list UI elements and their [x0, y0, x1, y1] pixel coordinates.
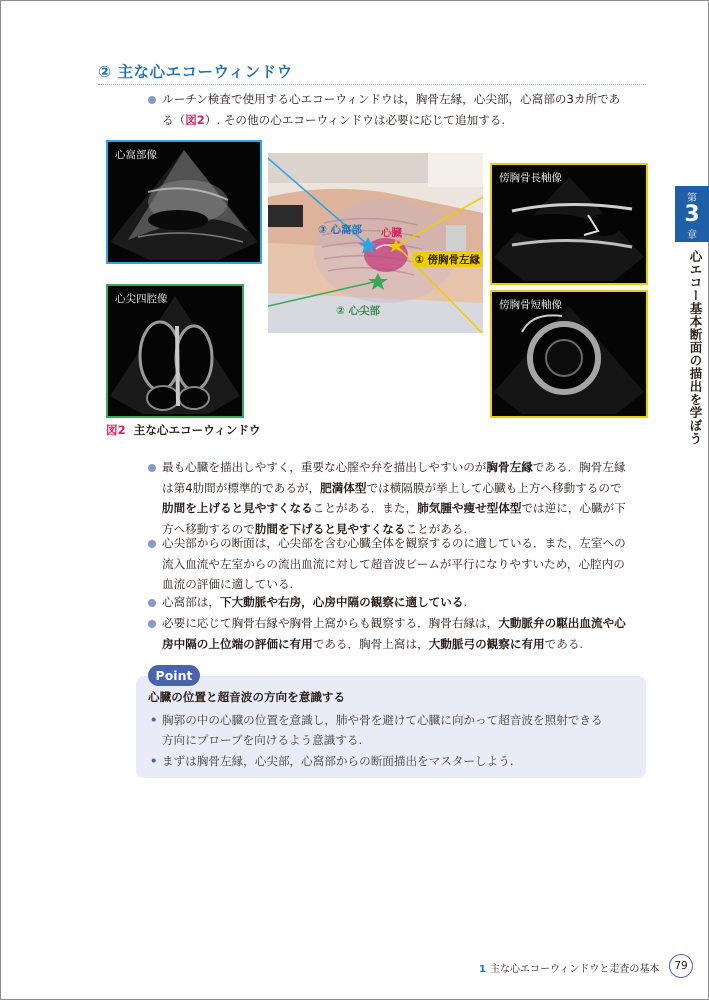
- section-divider: [98, 84, 646, 85]
- point-badge: Point: [148, 665, 200, 686]
- parasternal-long-axis-image: [490, 163, 648, 285]
- parasternal-short-axis-image: [490, 290, 648, 418]
- point-item-1: • 胸郭の中の心臓の位置を意識し，肺や骨を避けて心臓に向かって超音波を照射できる 方向にプローブを向けるよう意識する.: [150, 713, 603, 747]
- apical-four-chamber-label: 心尖四腔像: [115, 293, 168, 305]
- bullet-dot-icon: [148, 464, 156, 472]
- point-title: 心臓の位置と超音波の方向を意識する: [148, 690, 346, 704]
- photo-label-apex: ② 心尖部: [336, 305, 381, 317]
- body-bullet-sternal: 最も心臓を描出しやすく，重要な心膣や弁を描出しやすいのが胸骨左縁である．胸骨左縁 は第4肋間が標準的であるが，肥満体型では横隔膜が挙上して心臓も上方へ移動するので 肋間を上げると見やすくなることがある．また，肺気腫や痩せ型体型では逆に，心臓が下 方へ移動するので肋間を下げると見やすくなることがある.: [148, 457, 668, 541]
- apical-four-chamber-image: [106, 284, 244, 418]
- chapter-title-vertical: 心エコー基本断面の描出を学ぼう: [688, 250, 703, 445]
- page-number: 79: [669, 954, 693, 978]
- parasternal-short-axis-label: 傍胸骨短軸像: [499, 299, 562, 311]
- parasternal-long-axis-label: 傍胸骨長軸像: [499, 172, 562, 184]
- figure-caption: 図2 主な心エコーウィンドウ: [106, 423, 261, 437]
- bullet-dot-icon: [148, 540, 156, 548]
- photo-label-subcostal: ③ 心窩部: [318, 224, 363, 236]
- running-footer: 1 主な心エコーウィンドウと走査の基本: [479, 964, 660, 975]
- bullet-dot-icon: [148, 620, 156, 628]
- bullet-dot-icon: [148, 96, 156, 104]
- section-title: ② 主な心エコーウィンドウ: [98, 63, 293, 81]
- chapter-tab[interactable]: 第 3 章: [675, 186, 709, 242]
- point-item-2: • まずは胸骨左縁，心尖部，心窩部からの断面描出をマスターしよう.: [150, 754, 514, 768]
- body-bullet-apical: 心尖部からの断面は，心尖部を含む心臓全体を観察するのに適している．また，左室への 流入血流や左室からの流出血流に対して超音波ビームが平行になりやすいため，心腔内の 血流の評価に適している.: [148, 533, 668, 595]
- bullet-dot-icon: [148, 599, 156, 607]
- subcostal-view-image: [106, 140, 262, 264]
- figure-ref-link[interactable]: 図2: [185, 112, 205, 127]
- intro-line-2: る（図2）. その他の心エコーウィンドウは必要に応じて追加する.: [162, 112, 506, 127]
- body-bullet-right-sternal: 必要に応じて胸骨右縁や胸骨上窩からも観察する．胸骨右縁は，大動脈弁の駆出血流や心 房中隔の上位端の評価に有用である．胸骨上窩は，大動脈弓の観察に有用である.: [148, 613, 668, 655]
- intro-line-1: ルーチン検査で使用する心エコーウィンドウは，胸骨左縁，心尖部，心窩部の3カ所であ: [162, 92, 621, 106]
- intro-bullet: [148, 89, 668, 131]
- subcostal-view-label: 心窩部像: [115, 149, 157, 161]
- photo-label-heart: 心臓: [381, 227, 402, 239]
- photo-label-left-sternal: ① 傍胸骨左縁: [415, 254, 481, 266]
- body-bullet-subcostal: 心窩部は，下大動脈や右房，心房中隔の観察に適している.: [148, 592, 668, 613]
